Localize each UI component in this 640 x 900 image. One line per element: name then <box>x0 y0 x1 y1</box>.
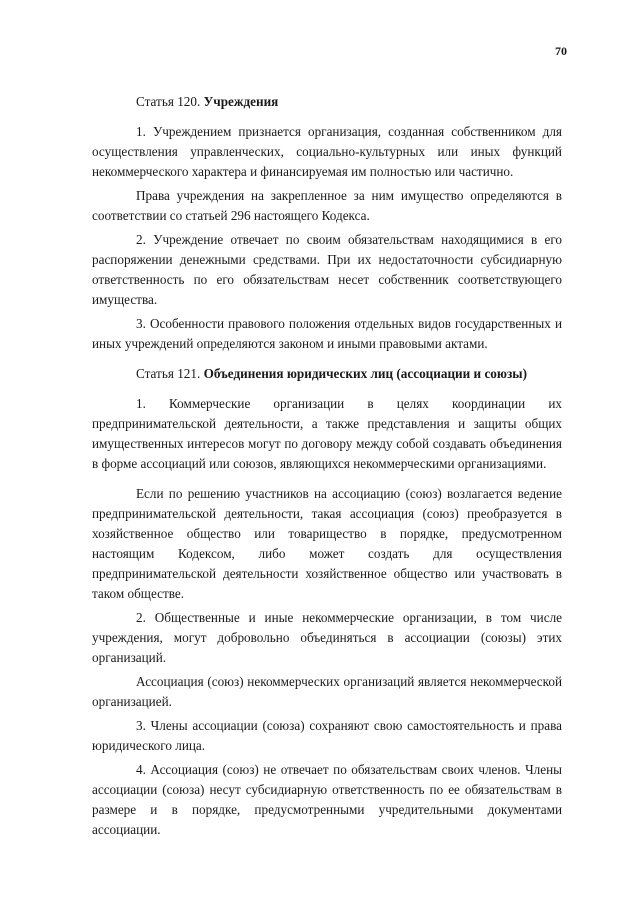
article-121-paragraph: 2. Общественные и иные некоммерческие организации, в том числе учреждения, могут добровольно объединяться в ассоциации (союзы) этих организаций. <box>92 610 562 665</box>
article-121-paragraph: 1. Коммерческие организации в целях координации их предпринимательской деятельности, а также представления и защиты общих имущественных интересов могут по договору между собой создавать объединения в форме ассоциаций или союзов, являющихся некоммерческими организациями. <box>92 396 562 471</box>
article-121-paragraph: Ассоциация (союз) некоммерческих организаций является некоммерческой организацией. <box>92 674 562 709</box>
article-121-heading-title: Объединения юридических лиц (ассоциации и союзы) <box>203 366 527 381</box>
article-121-heading-prefix: Статья 121. <box>136 366 204 381</box>
article-120-heading-prefix: Статья 120. <box>136 94 204 109</box>
article-121-heading <box>136 364 562 384</box>
article-121-paragraph: 4. Ассоциация (союз) не отвечает по обязательствам своих членов. Члены ассоциации (союза) несут субсидиарную ответственность по ее обязательствам в размере и в порядке, предусмотренными учредительными документами ассоциации. <box>92 762 562 837</box>
article-120-paragraph: 3. Особенности правового положения отдельных видов государственных и иных учреждений определяются законом и иными правовыми актами. <box>92 316 562 351</box>
article-120-heading-title: Учреждения <box>203 94 279 109</box>
article-120-paragraph: Права учреждения на закрепленное за ним имущество определяются в соответствии со статьей 296 настоящего Кодекса. <box>92 188 562 223</box>
article-121-paragraph: Если по решению участников на ассоциацию (союз) возлагается ведение предпринимательской деятельности, такая ассоциация (союз) преобразуется в хозяйственное общество или товарищество в порядке, предусмотренном настоящим Кодексом, либо может создать для осуществления предпринимательской деятельности хозяйственное общество или участвовать в таком обществе. <box>92 486 562 601</box>
page-content <box>92 92 562 844</box>
article-120-paragraph: 2. Учреждение отвечает по своим обязательствам находящимися в его распоряжении денежными средствами. При их недостаточности субсидиарную ответственность по его обязательствам несет собственник соответствующего имущества. <box>92 232 562 307</box>
article-120-heading <box>136 92 562 112</box>
page-number: 70 <box>555 44 567 58</box>
article-121-paragraph: 3. Члены ассоциации (союза) сохраняют свою самостоятельность и права юридического лица. <box>92 718 562 753</box>
article-120-paragraph: 1. Учреждением признается организация, созданная собственником для осуществления управленческих, социально-культурных или иных функций некоммерческого характера и финансируемая им полностью или частично. <box>92 124 562 179</box>
